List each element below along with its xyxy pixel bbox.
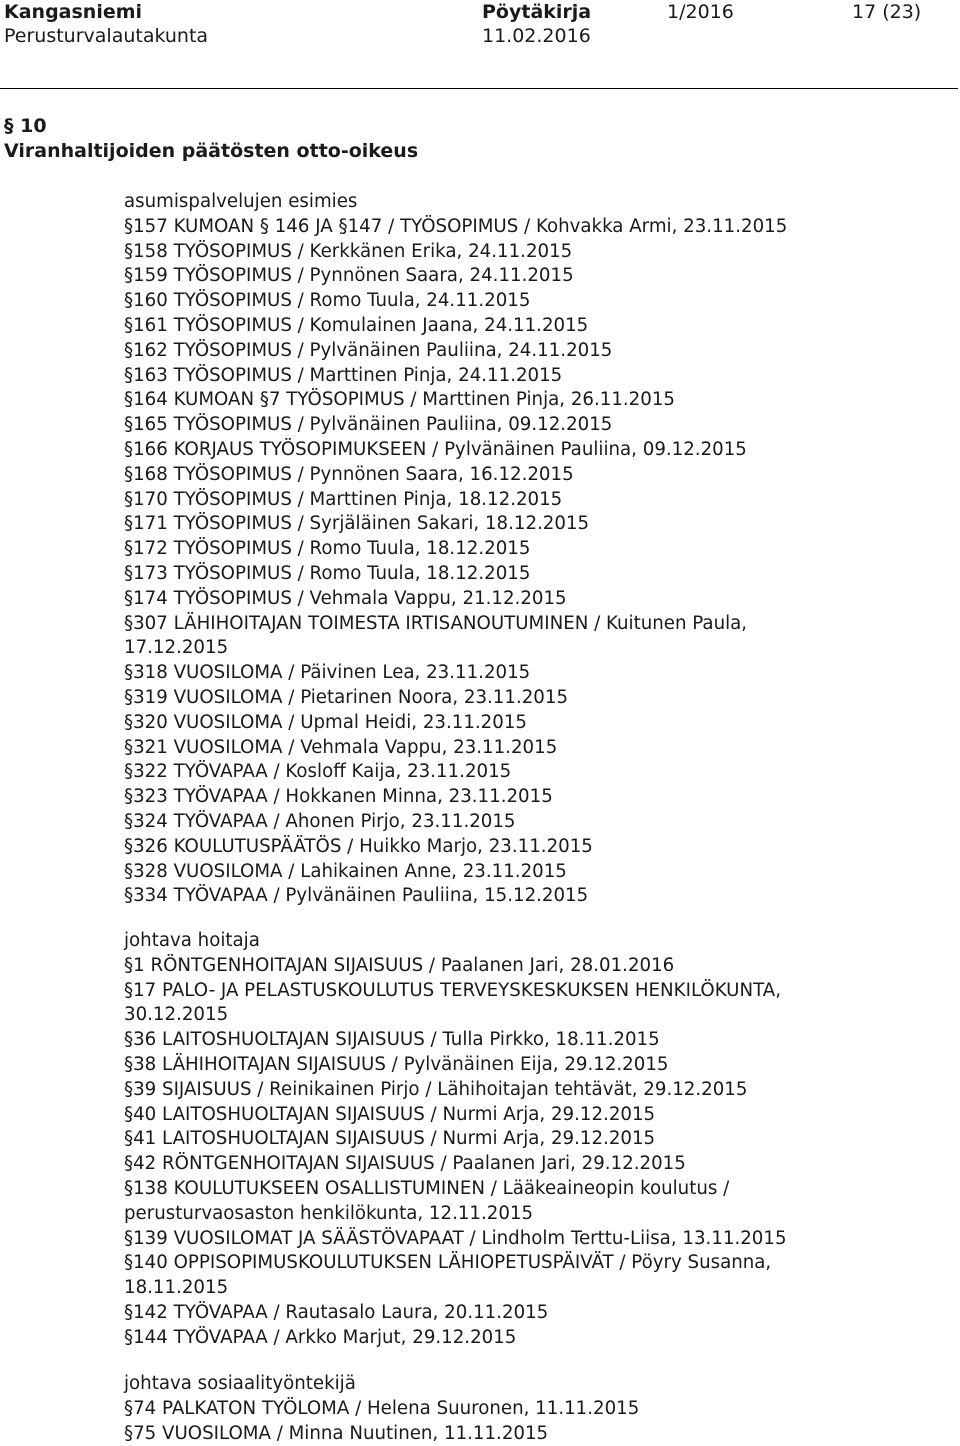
decision-item: §138 KOULUTUKSEEN OSALLISTUMINEN / Lääkeaineopin koulutus / perusturvaosaston henkilökunta, 12.11.2015: [124, 1177, 730, 1224]
decision-item: §166 KORJAUS TYÖSOPIMUKSEEN / Pylvänäinen Pauliina, 09.12.2015: [124, 438, 747, 460]
decision-item: §39 SIJAISUUS / Reinikainen Pirjo / Lähihoitajan tehtävät, 29.12.2015: [124, 1078, 748, 1100]
group-asumispalvelut: [124, 190, 944, 909]
decision-item: §174 TYÖSOPIMUS / Vehmala Vappu, 21.12.2015: [124, 587, 567, 609]
section-number: § 10: [4, 115, 47, 137]
decision-item: §172 TYÖSOPIMUS / Romo Tuula, 18.12.2015: [124, 538, 531, 560]
municipality-name: Kangasniemi: [4, 1, 143, 23]
decision-item: §320 VUOSILOMA / Upmal Heidi, 23.11.2015: [124, 711, 527, 733]
decision-item: §140 OPPISOPIMUSKOULUTUKSEN LÄHIOPETUSPÄIVÄT / Pöyry Susanna, 18.11.2015: [124, 1252, 772, 1299]
decision-item: §164 KUMOAN §7 TYÖSOPIMUS / Marttinen Pinja, 26.11.2015: [124, 389, 675, 411]
meeting-date: 11.02.2016: [482, 25, 591, 47]
decision-item: §159 TYÖSOPIMUS / Pynnönen Saara, 24.11.2015: [124, 265, 574, 287]
decision-item: §168 TYÖSOPIMUS / Pynnönen Saara, 16.12.2015: [124, 463, 574, 485]
decision-item: §322 TYÖVAPAA / Kosloff Kaija, 23.11.2015: [124, 761, 512, 783]
decision-item: §171 TYÖSOPIMUS / Syrjäläinen Sakari, 18.12.2015: [124, 513, 590, 535]
decision-item: §36 LAITOSHUOLTAJAN SIJAISUUS / Tulla Pirkko, 18.11.2015: [124, 1029, 660, 1051]
decision-item: §161 TYÖSOPIMUS / Komulainen Jaana, 24.11.2015: [124, 314, 589, 336]
decision-item: §75 VUOSILOMA / Minna Nuutinen, 11.11.2015: [124, 1422, 549, 1444]
decision-item: §321 VUOSILOMA / Vehmala Vappu, 23.11.2015: [124, 736, 558, 758]
decision-item: §38 LÄHIHOITAJAN SIJAISUUS / Pylvänäinen Eija, 29.12.2015: [124, 1053, 669, 1075]
decision-item: §170 TYÖSOPIMUS / Marttinen Pinja, 18.12.2015: [124, 488, 563, 510]
decision-item: §307 LÄHIHOITAJAN TOIMESTA IRTISANOUTUMINEN / Kuitunen Paula, 17.12.2015: [124, 612, 748, 659]
decision-item: §160 TYÖSOPIMUS / Romo Tuula, 24.11.2015: [124, 290, 531, 312]
group-johtava-hoitaja: [124, 929, 944, 1351]
decision-item: §323 TYÖVAPAA / Hokkanen Minna, 23.11.2015: [124, 786, 553, 808]
section-heading: [4, 114, 418, 164]
decision-item: §40 LAITOSHUOLTAJAN SIJAISUUS / Nurmi Arja, 29.12.2015: [124, 1103, 656, 1125]
decision-item: §165 TYÖSOPIMUS / Pylvänäinen Pauliina, 09.12.2015: [124, 414, 613, 436]
decision-item: §1 RÖNTGENHOITAJAN SIJAISUUS / Paalanen Jari, 28.01.2016: [124, 954, 675, 976]
decision-item: §318 VUOSILOMA / Päivinen Lea, 23.11.2015: [124, 662, 531, 684]
group-johtava-sosiaalityontekija: [124, 1372, 944, 1446]
decision-item: §142 TYÖVAPAA / Rautasalo Laura, 20.11.2015: [124, 1301, 549, 1323]
decision-item: §173 TYÖSOPIMUS / Romo Tuula, 18.12.2015: [124, 562, 531, 584]
decision-item: §74 PALKATON TYÖLOMA / Helena Suuronen, 11.11.2015: [124, 1397, 640, 1419]
decision-item: §328 VUOSILOMA / Lahikainen Anne, 23.11.2015: [124, 860, 567, 882]
decision-item: §157 KUMOAN § 146 JA §147 / TYÖSOPIMUS / Kohvakka Armi, 23.11.2015: [124, 215, 788, 237]
decision-item: §324 TYÖVAPAA / Ahonen Pirjo, 23.11.2015: [124, 810, 516, 832]
document-type: Pöytäkirja: [482, 1, 592, 23]
group-heading: asumispalvelujen esimies: [124, 191, 358, 212]
section-title: Viranhaltijoiden päätösten otto-oikeus: [4, 140, 419, 162]
page-header: [0, 0, 960, 92]
decision-item: §41 LAITOSHUOLTAJAN SIJAISUUS / Nurmi Arja, 29.12.2015: [124, 1128, 656, 1150]
decision-item: §42 RÖNTGENHOITAJAN SIJAISUUS / Paalanen Jari, 29.12.2015: [124, 1153, 686, 1175]
decision-item: §162 TYÖSOPIMUS / Pylvänäinen Pauliina, 24.11.2015: [124, 339, 613, 361]
page-number: 17 (23): [852, 1, 922, 23]
document-number: 1/2016: [667, 1, 734, 23]
header-divider: [0, 88, 958, 89]
decision-item: §139 VUOSILOMAT JA SÄÄSTÖVAPAAT / Lindholm Terttu-Liisa, 13.11.2015: [124, 1227, 787, 1249]
group-heading: johtava sosiaalityöntekijä: [124, 1373, 356, 1394]
decision-item: §163 TYÖSOPIMUS / Marttinen Pinja, 24.11.2015: [124, 364, 563, 386]
decision-item: §319 VUOSILOMA / Pietarinen Noora, 23.11.2015: [124, 686, 569, 708]
decision-item: §144 TYÖVAPAA / Arkko Marjut, 29.12.2015: [124, 1326, 517, 1348]
decision-item: §158 TYÖSOPIMUS / Kerkkänen Erika, 24.11.2015: [124, 240, 573, 262]
decision-item: §17 PALO- JA PELASTUSKOULUTUS TERVEYSKESKUKSEN HENKILÖKUNTA, 30.12.2015: [124, 979, 782, 1026]
committee-name: Perusturvalautakunta: [4, 25, 209, 47]
decision-item: §334 TYÖVAPAA / Pylvänäinen Pauliina, 15.12.2015: [124, 885, 589, 907]
decision-item: §326 KOULUTUSPÄÄTÖS / Huikko Marjo, 23.11.2015: [124, 835, 593, 857]
group-heading: johtava hoitaja: [124, 930, 260, 951]
